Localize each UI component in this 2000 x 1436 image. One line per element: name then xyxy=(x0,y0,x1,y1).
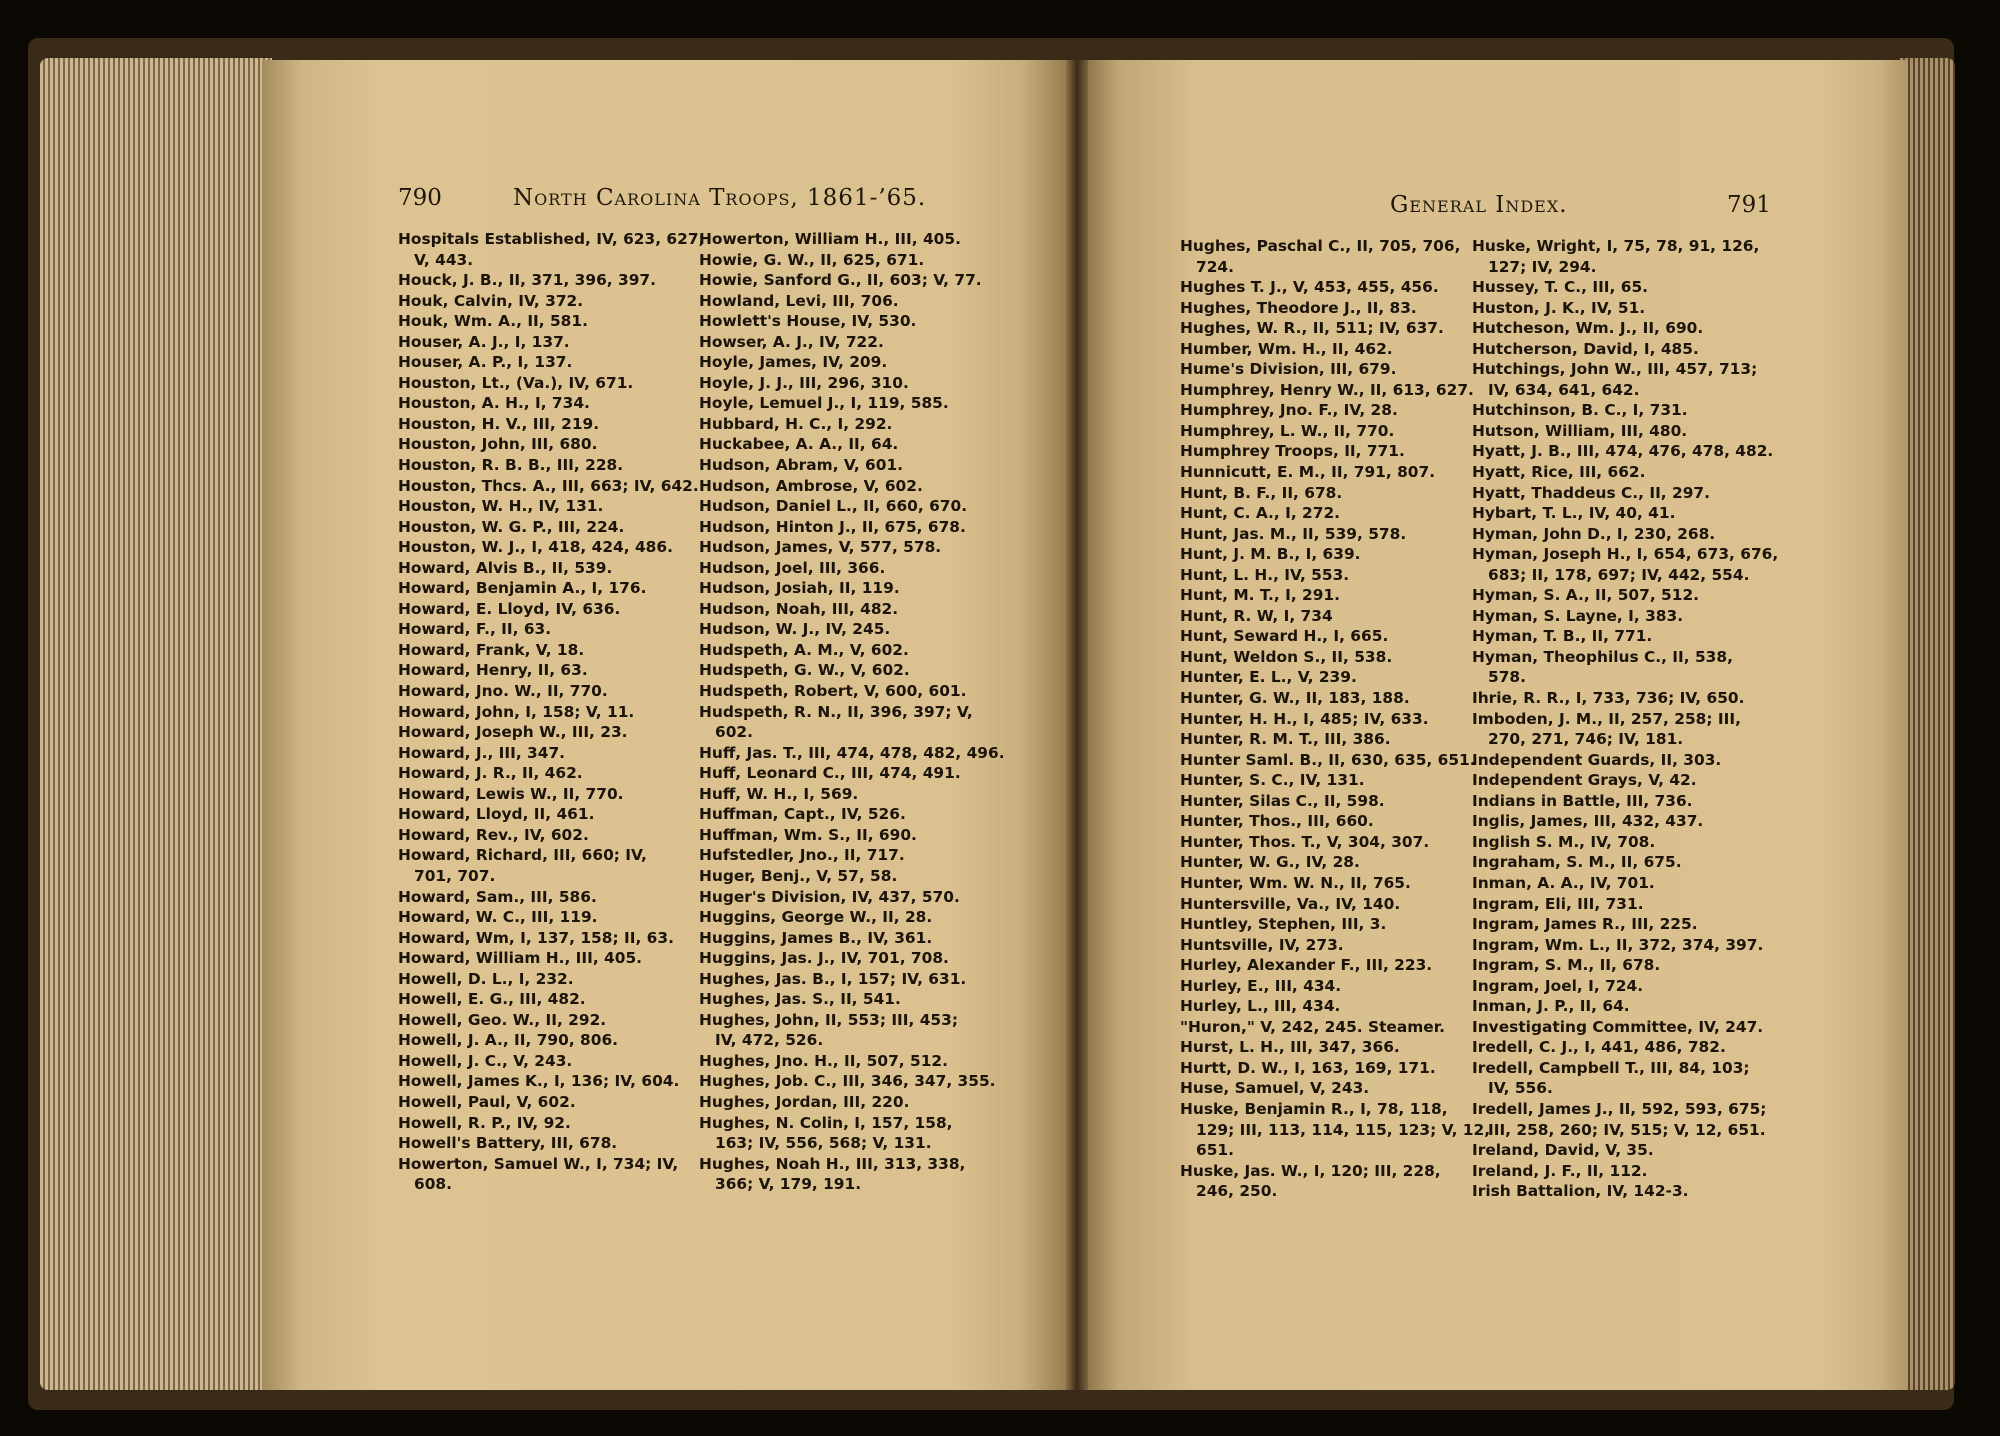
index-entry: Hunter, G. W., II, 183, 188. xyxy=(1180,689,1410,708)
index-entry: V, 443. xyxy=(414,250,474,269)
index-entry: 246, 250. xyxy=(1196,1182,1278,1201)
index-entry: Hudson, Joel, III, 366. xyxy=(699,558,886,577)
index-entry: Houston, Lt., (Va.), IV, 671. xyxy=(398,373,634,392)
index-entry: Howard, E. Lloyd, IV, 636. xyxy=(398,599,621,618)
index-entry: Ingraham, S. M., II, 675. xyxy=(1472,853,1682,872)
index-entry: Ingram, Joel, I, 724. xyxy=(1472,976,1644,995)
index-entry: Hubbard, H. C., I, 292. xyxy=(699,414,893,433)
index-entry: 602. xyxy=(715,723,753,742)
index-entry: Hughes, John, II, 553; III, 453; xyxy=(699,1010,958,1029)
index-entry: Ireland, David, V, 35. xyxy=(1472,1141,1654,1160)
index-entry: Imboden, J. M., II, 257, 258; III, xyxy=(1472,709,1741,728)
index-entry: 366; V, 179, 191. xyxy=(715,1175,862,1194)
index-entry: Huff, W. H., I, 569. xyxy=(699,784,859,803)
index-entry: Howell, Paul, V, 602. xyxy=(398,1092,576,1111)
index-entry: Humber, Wm. H., II, 462. xyxy=(1180,339,1393,358)
index-entry: 163; IV, 556, 568; V, 131. xyxy=(715,1134,932,1153)
index-entry: IV, 556. xyxy=(1488,1079,1553,1098)
index-entry: Hughes, Noah H., III, 313, 338, xyxy=(699,1154,966,1173)
index-entry: Huff, Leonard C., III, 474, 491. xyxy=(699,764,961,783)
index-entry: Hyatt, Thaddeus C., II, 297. xyxy=(1472,483,1710,502)
index-entry: Hyatt, J. B., III, 474, 476, 478, 482. xyxy=(1472,442,1774,461)
index-entry: Hurley, L., III, 434. xyxy=(1180,997,1341,1016)
index-entry: 578. xyxy=(1488,668,1526,687)
index-entry: Howard, Henry, II, 63. xyxy=(398,661,588,680)
index-entry: Howell, Geo. W., II, 292. xyxy=(398,1010,607,1029)
index-entry: III, 258, 260; IV, 515; V, 12, 651. xyxy=(1488,1120,1766,1139)
index-entry: Hyman, Theophilus C., II, 538, xyxy=(1472,647,1733,666)
index-entry: Hunnicutt, E. M., II, 791, 807. xyxy=(1180,463,1436,482)
index-entry: Howard, William H., III, 405. xyxy=(398,949,643,968)
index-entry: Huntley, Stephen, III, 3. xyxy=(1180,915,1387,934)
index-entry: Houston, R. B. B., III, 228. xyxy=(398,456,624,475)
index-entry: Hudson, W. J., IV, 245. xyxy=(699,620,891,639)
index-entry: Hutson, William, III, 480. xyxy=(1472,421,1688,440)
left-running-title: North Carolina Troops, 1861-’65. xyxy=(513,185,927,211)
index-entry: Howard, Wm, I, 137, 158; II, 63. xyxy=(398,928,674,947)
index-entry: Howie, G. W., II, 625, 671. xyxy=(699,250,925,269)
index-entry: Hunter, H. H., I, 485; IV, 633. xyxy=(1180,709,1429,728)
index-entry: Hunt, B. F., II, 678. xyxy=(1180,483,1343,502)
index-entry: Houser, A. J., I, 137. xyxy=(398,332,570,351)
index-entry: Howard, Lewis W., II, 770. xyxy=(398,784,624,803)
index-entry: Huske, Jas. W., I, 120; III, 228, xyxy=(1180,1161,1441,1180)
index-entry: Howlett's House, IV, 530. xyxy=(699,312,917,331)
index-entry: Huffman, Capt., IV, 526. xyxy=(699,805,906,824)
index-entry: Iredell, Campbell T., III, 84, 103; xyxy=(1472,1058,1750,1077)
index-entry: Howard, J. R., II, 462. xyxy=(398,764,583,783)
index-entry: Howell's Battery, III, 678. xyxy=(398,1134,618,1153)
index-entry: Hyman, Joseph H., I, 654, 673, 676, xyxy=(1472,545,1779,564)
index-entry: Hunter, Wm. W. N., II, 765. xyxy=(1180,873,1411,892)
index-entry: Houston, W. H., IV, 131. xyxy=(398,497,604,516)
right-page-number: 791 xyxy=(1727,192,1771,218)
index-entry: Hunt, R. W, I, 734 xyxy=(1180,606,1333,625)
index-entry: Huger, Benj., V, 57, 58. xyxy=(699,866,898,885)
index-entry: Ingram, Wm. L., II, 372, 374, 397. xyxy=(1472,935,1764,954)
index-entry: Hughes, Jordan, III, 220. xyxy=(699,1092,910,1111)
index-entry: Houston, John, III, 680. xyxy=(398,435,598,454)
index-entry: Inman, J. P., II, 64. xyxy=(1472,997,1630,1016)
index-entry: Hunter, Silas C., II, 598. xyxy=(1180,791,1385,810)
index-entry: Hughes T. J., V, 453, 455, 456. xyxy=(1180,278,1439,297)
index-entry: Howard, F., II, 63. xyxy=(398,620,552,639)
index-entry: Hurley, E., III, 434. xyxy=(1180,976,1342,995)
index-entry: Houston, Thcs. A., III, 663; IV, 642. xyxy=(398,476,699,495)
index-entry: Inglis, James, III, 432, 437. xyxy=(1472,812,1704,831)
index-entry: 608. xyxy=(414,1175,452,1194)
right-page-column-1 xyxy=(1180,236,1491,1202)
index-entry: Hoyle, J. J., III, 296, 310. xyxy=(699,373,909,392)
index-entry: Hunter, E. L., V, 239. xyxy=(1180,668,1357,687)
index-entry: Hughes, Jno. H., II, 507, 512. xyxy=(699,1051,948,1070)
index-entry: Hunter, Thos., III, 660. xyxy=(1180,812,1374,831)
index-entry: Howard, Frank, V, 18. xyxy=(398,640,585,659)
index-entry: Howard, Alvis B., II, 539. xyxy=(398,558,613,577)
index-entry: Howerton, Samuel W., I, 734; IV, xyxy=(398,1154,679,1173)
index-entry: Hutchinson, B. C., I, 731. xyxy=(1472,401,1688,420)
right-page-column-2 xyxy=(1472,236,1779,1202)
index-entry: Hudspeth, R. N., II, 396, 397; V, xyxy=(699,702,973,721)
index-entry: Hudson, Josiah, II, 119. xyxy=(699,579,900,598)
index-entry: Howard, Sam., III, 586. xyxy=(398,887,597,906)
index-entry: Hughes, N. Colin, I, 157, 158, xyxy=(699,1113,953,1132)
index-entry: 127; IV, 294. xyxy=(1488,257,1597,276)
index-entry: Ihrie, R. R., I, 733, 736; IV, 650. xyxy=(1472,689,1745,708)
index-entry: Houston, A. H., I, 734. xyxy=(398,394,590,413)
index-entry: Hussey, T. C., III, 65. xyxy=(1472,278,1648,297)
index-entry: Hoyle, James, IV, 209. xyxy=(699,353,888,372)
index-entry: Iredell, James J., II, 592, 593, 675; xyxy=(1472,1099,1767,1118)
index-entry: Hufstedler, Jno., II, 717. xyxy=(699,846,905,865)
index-entry: Howard, Joseph W., III, 23. xyxy=(398,723,628,742)
index-entry: Humphrey, L. W., II, 770. xyxy=(1180,421,1395,440)
index-entry: Hunt, J. M. B., I, 639. xyxy=(1180,545,1361,564)
index-entry: Hyman, S. Layne, I, 383. xyxy=(1472,606,1684,625)
left-page-column-2 xyxy=(699,229,1005,1195)
index-entry: Hunt, Weldon S., II, 538. xyxy=(1180,647,1393,666)
index-entry: Hunt, Jas. M., II, 539, 578. xyxy=(1180,524,1407,543)
index-entry: Hutcheson, Wm. J., II, 690. xyxy=(1472,319,1704,338)
index-entry: Hunter, Thos. T., V, 304, 307. xyxy=(1180,832,1430,851)
index-entry: Independent Guards, II, 303. xyxy=(1472,750,1722,769)
index-entry: Houck, J. B., II, 371, 396, 397. xyxy=(398,271,656,290)
index-entry: Hunter, S. C., IV, 131. xyxy=(1180,771,1365,790)
index-entry: Hoyle, Lemuel J., I, 119, 585. xyxy=(699,394,949,413)
index-entry: Irish Battalion, IV, 142-3. xyxy=(1472,1182,1689,1201)
left-page-number: 790 xyxy=(398,185,442,211)
index-entry: Hyman, John D., I, 230, 268. xyxy=(1472,524,1716,543)
index-entry: Howerton, William H., III, 405. xyxy=(699,230,961,248)
index-entry: "Huron," V, 242, 245. Steamer. xyxy=(1180,1017,1445,1036)
index-entry: 129; III, 113, 114, 115, 123; V, 12, xyxy=(1196,1120,1491,1139)
index-entry: Huston, J. K., IV, 51. xyxy=(1472,298,1646,317)
index-entry: Hughes, Jas. B., I, 157; IV, 631. xyxy=(699,969,967,988)
index-entry: Hunt, L. H., IV, 553. xyxy=(1180,565,1350,584)
index-entry: Howland, Levi, III, 706. xyxy=(699,291,899,310)
left-page-column-1 xyxy=(398,229,705,1195)
index-entry: Huske, Benjamin R., I, 78, 118, xyxy=(1180,1099,1448,1118)
index-entry: Investigating Committee, IV, 247. xyxy=(1472,1017,1764,1036)
index-entry: 724. xyxy=(1196,257,1234,276)
index-entry: Huntersville, Va., IV, 140. xyxy=(1180,894,1401,913)
index-entry: Hutchings, John W., III, 457, 713; xyxy=(1472,360,1758,379)
index-entry: Hutcherson, David, I, 485. xyxy=(1472,339,1699,358)
index-entry: Hudson, Noah, III, 482. xyxy=(699,599,899,618)
index-entry: Hyman, T. B., II, 771. xyxy=(1472,627,1653,646)
index-entry: Ireland, J. F., II, 112. xyxy=(1472,1161,1648,1180)
index-entry: Hume's Division, III, 679. xyxy=(1180,360,1397,379)
index-entry: Huff, Jas. T., III, 474, 478, 482, 496. xyxy=(699,743,1005,762)
index-entry: Independent Grays, V, 42. xyxy=(1472,771,1697,790)
index-entry: Huggins, Jas. J., IV, 701, 708. xyxy=(699,949,949,968)
index-entry: Hybart, T. L., IV, 40, 41. xyxy=(1472,504,1676,523)
index-entry: Howser, A. J., IV, 722. xyxy=(699,332,884,351)
index-entry: 683; II, 178, 697; IV, 442, 554. xyxy=(1488,565,1750,584)
index-entry: Howard, Jno. W., II, 770. xyxy=(398,682,608,701)
index-entry: Hudspeth, Robert, V, 600, 601. xyxy=(699,682,967,701)
index-entry: Houston, H. V., III, 219. xyxy=(398,414,600,433)
index-entry: Huntsville, IV, 273. xyxy=(1180,935,1344,954)
index-entry: Hunt, M. T., I, 291. xyxy=(1180,586,1340,605)
index-entry: Hudson, Ambrose, V, 602. xyxy=(699,476,923,495)
index-entry: Hyman, S. A., II, 507, 512. xyxy=(1472,586,1699,605)
index-entry: Howell, J. C., V, 243. xyxy=(398,1051,573,1070)
index-entry: Houk, Wm. A., II, 581. xyxy=(398,312,588,331)
index-entry: Houk, Calvin, IV, 372. xyxy=(398,291,584,310)
book-gutter xyxy=(1066,60,1088,1390)
index-entry: Hudson, James, V, 577, 578. xyxy=(699,538,942,557)
right-running-title: General Index. xyxy=(1390,192,1568,218)
index-entry: Howell, E. G., III, 482. xyxy=(398,990,586,1009)
index-entry: Houser, A. P., I, 137. xyxy=(398,353,573,372)
index-entry: Ingram, Eli, III, 731. xyxy=(1472,894,1644,913)
index-entry: Howard, Richard, III, 660; IV, xyxy=(398,846,647,865)
index-entry: IV, 472, 526. xyxy=(715,1031,824,1050)
index-entry: Hudson, Abram, V, 601. xyxy=(699,456,903,475)
index-entry: Hospitals Established, IV, 623, 627; xyxy=(398,230,705,248)
index-entry: Humphrey, Henry W., II, 613, 627. xyxy=(1180,380,1474,399)
index-entry: 270, 271, 746; IV, 181. xyxy=(1488,730,1684,749)
index-entry: Hudspeth, G. W., V, 602. xyxy=(699,661,910,680)
index-entry: Indians in Battle, III, 736. xyxy=(1472,791,1693,810)
index-entry: Hunter, R. M. T., III, 386. xyxy=(1180,730,1391,749)
index-entry: Hyatt, Rice, III, 662. xyxy=(1472,463,1646,482)
index-entry: Hughes, Paschal C., II, 705, 706, xyxy=(1180,237,1461,255)
index-entry: Hudspeth, A. M., V, 602. xyxy=(699,640,909,659)
index-entry: Iredell, C. J., I, 441, 486, 782. xyxy=(1472,1038,1726,1057)
index-entry: Howard, Lloyd, II, 461. xyxy=(398,805,595,824)
index-entry: 651. xyxy=(1196,1141,1234,1160)
index-entry: Ingram, James R., III, 225. xyxy=(1472,915,1698,934)
index-entry: Howell, James K., I, 136; IV, 604. xyxy=(398,1072,680,1091)
index-entry: IV, 634, 641, 642. xyxy=(1488,380,1640,399)
index-entry: Hurst, L. H., III, 347, 366. xyxy=(1180,1038,1400,1057)
index-entry: Huse, Samuel, V, 243. xyxy=(1180,1079,1370,1098)
index-entry: Humphrey, Jno. F., IV, 28. xyxy=(1180,401,1398,420)
index-entry: 701, 707. xyxy=(414,866,496,885)
index-entry: Howell, R. P., IV, 92. xyxy=(398,1113,571,1132)
index-entry: Howell, J. A., II, 790, 806. xyxy=(398,1031,619,1050)
index-entry: Hurley, Alexander F., III, 223. xyxy=(1180,956,1433,975)
index-entry: Howard, Benjamin A., I, 176. xyxy=(398,579,647,598)
index-entry: Ingram, S. M., II, 678. xyxy=(1472,956,1661,975)
index-entry: Huckabee, A. A., II, 64. xyxy=(699,435,899,454)
index-entry: Hughes, Job. C., III, 346, 347, 355. xyxy=(699,1072,996,1091)
index-entry: Huggins, James B., IV, 361. xyxy=(699,928,933,947)
index-entry: Howard, W. C., III, 119. xyxy=(398,908,598,927)
index-entry: Hughes, W. R., II, 511; IV, 637. xyxy=(1180,319,1444,338)
index-entry: Huggins, George W., II, 28. xyxy=(699,908,933,927)
index-entry: Howell, D. L., I, 232. xyxy=(398,969,574,988)
index-entry: Humphrey Troops, II, 771. xyxy=(1180,442,1405,461)
index-entry: Hudson, Hinton J., II, 675, 678. xyxy=(699,517,966,536)
index-entry: Howard, J., III, 347. xyxy=(398,743,566,762)
index-entry: Hunt, C. A., I, 272. xyxy=(1180,504,1341,523)
index-entry: Huske, Wright, I, 75, 78, 91, 126, xyxy=(1472,237,1760,255)
index-entry: Howie, Sanford G., II, 603; V, 77. xyxy=(699,271,982,290)
index-entry: Howard, Rev., IV, 602. xyxy=(398,825,589,844)
index-entry: Inglish S. M., IV, 708. xyxy=(1472,832,1656,851)
index-entry: Hunter, W. G., IV, 28. xyxy=(1180,853,1360,872)
index-entry: Howard, John, I, 158; V, 11. xyxy=(398,702,635,721)
index-entry: Inman, A. A., IV, 701. xyxy=(1472,873,1655,892)
index-entry: Hughes, Theodore J., II, 83. xyxy=(1180,298,1417,317)
index-entry: Huffman, Wm. S., II, 690. xyxy=(699,825,917,844)
index-entry: Hurtt, D. W., I, 163, 169, 171. xyxy=(1180,1058,1436,1077)
index-entry: Hudson, Daniel L., II, 660, 670. xyxy=(699,497,968,516)
page-edges-left xyxy=(40,58,272,1390)
index-entry: Houston, W. J., I, 418, 424, 486. xyxy=(398,538,673,557)
index-entry: Houston, W. G. P., III, 224. xyxy=(398,517,625,536)
index-entry: Huger's Division, IV, 437, 570. xyxy=(699,887,960,906)
page-edges-right xyxy=(1900,58,1955,1390)
index-entry: Hunter Saml. B., II, 630, 635, 651. xyxy=(1180,750,1476,769)
index-entry: Hunt, Seward H., I, 665. xyxy=(1180,627,1389,646)
index-entry: Hughes, Jas. S., II, 541. xyxy=(699,990,901,1009)
